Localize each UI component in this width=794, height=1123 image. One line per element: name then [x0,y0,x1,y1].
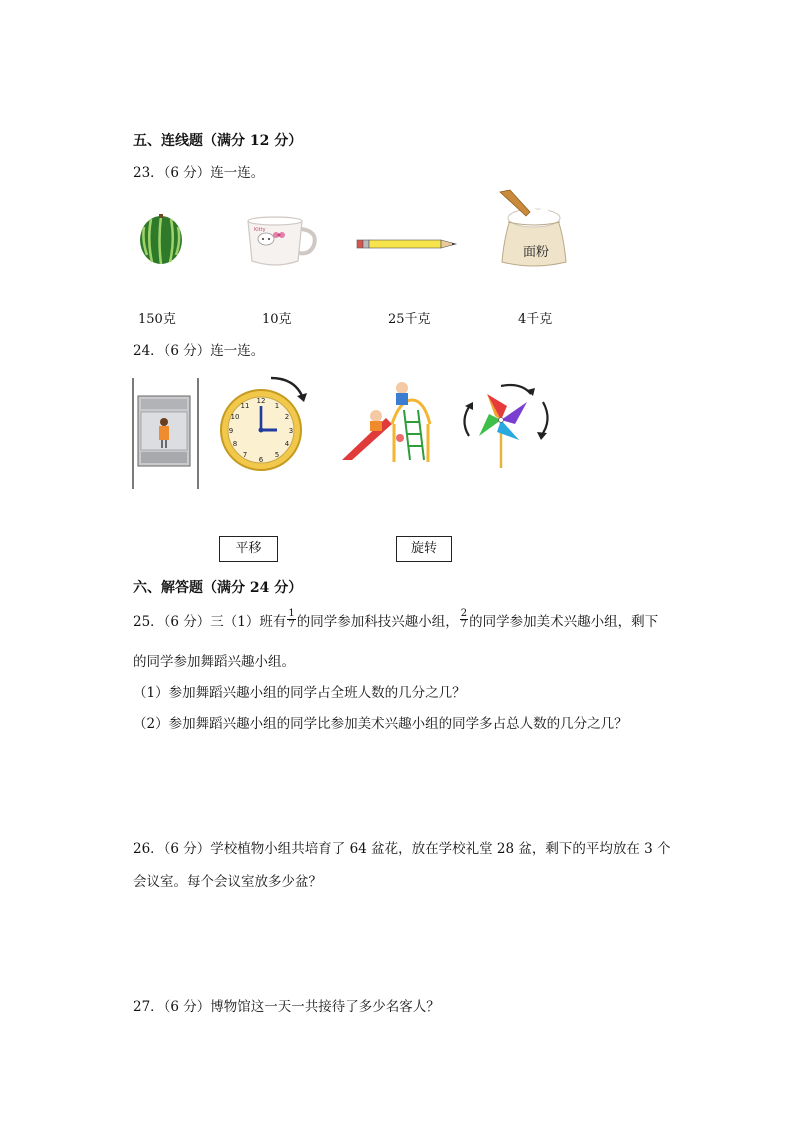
choice-rotation-box: 旋转 [396,536,452,562]
slide-image [340,380,436,464]
question-23: 23．（6 分）连一连。 [133,165,265,181]
fraction-two-sevenths [460,609,468,630]
question-25-line-1 [133,609,658,630]
question-25-sub-1: （1）参加舞蹈兴趣小组的同学占全班人数的几分之几？ [133,685,466,701]
question-25-line-2: 的同学参加舞蹈兴趣小组。 [133,654,295,670]
section-5-heading: 五、连线题（满分 12 分） [133,133,303,149]
question-27: 27．（6 分）博物馆这一天一共接待了多少名客人？ [133,999,440,1015]
pencil-image [356,237,462,251]
question-24: 24．（6 分）连一连。 [133,343,265,359]
fraction-one-seventh [287,609,295,630]
elevator-image [131,378,201,490]
svg-text:6: 6 [258,456,264,464]
q25-text-a: 25．（6 分）三（1）班有 [133,613,287,630]
sack-label: 面粉 [523,245,550,260]
svg-text:10: 10 [230,413,240,421]
pinwheel-image [457,380,555,470]
svg-text:11: 11 [240,402,250,410]
weight-label-2: 10克 [262,312,292,327]
question-26-line-2: 会议室。每个会议室放多少盆？ [133,874,322,890]
fraction-numerator: 2 [460,608,468,619]
cup-image [244,213,320,269]
weight-label-4: 4千克 [518,312,553,327]
watermelon-image [138,213,184,265]
weight-label-1: 150克 [138,312,176,327]
svg-text:Kitty: Kitty [254,227,266,233]
svg-text:1: 1 [274,402,280,410]
clock-image [217,372,311,474]
svg-text:9: 9 [228,427,234,435]
q25-text-b: 的同学参加科技兴趣小组， [296,613,459,630]
svg-text:2: 2 [284,413,290,421]
section-6-heading: 六、解答题（满分 24 分） [133,580,303,596]
svg-text:8: 8 [232,440,238,448]
fraction-denominator: 7 [460,619,468,630]
question-26-line-1: 26．（6 分）学校植物小组共培育了 64 盆花，放在学校礼堂 28 盆，剩下的平均放在 3 个 [133,841,671,857]
q25-text-c: 的同学参加美术兴趣小组，剩下 [469,613,659,630]
svg-text:7: 7 [242,451,248,459]
svg-text:3: 3 [288,427,294,435]
svg-text:5: 5 [274,451,280,459]
question-25-sub-2: （2）参加舞蹈兴趣小组的同学比参加美术兴趣小组的同学多占总人数的几分之几？ [133,716,628,732]
svg-text:4: 4 [284,440,290,448]
fraction-denominator: 7 [288,619,295,630]
weight-label-3: 25千克 [388,312,431,327]
fraction-numerator: 1 [288,608,295,619]
choice-translation-box: 平移 [219,536,278,562]
svg-text:12: 12 [256,397,266,405]
